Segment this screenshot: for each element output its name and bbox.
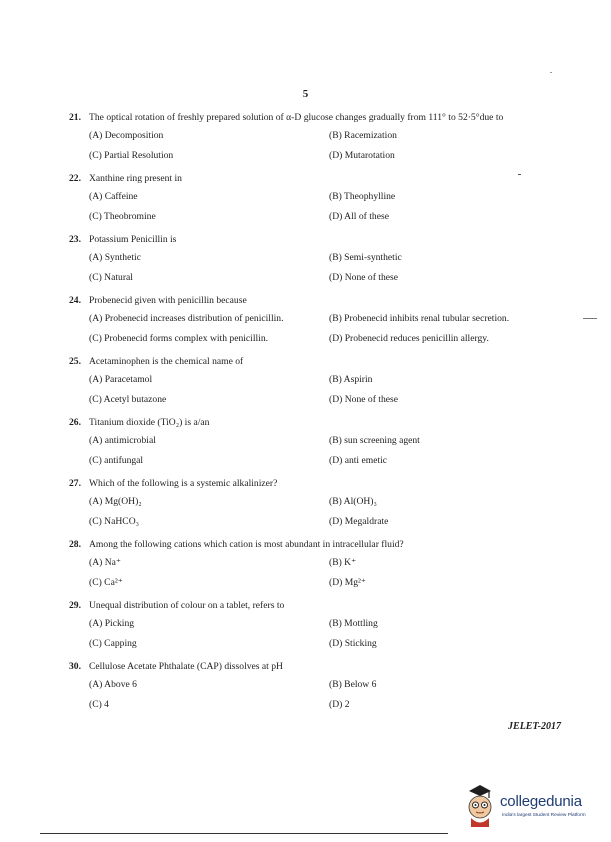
option-c: (C) Acetyl butazone (89, 394, 167, 405)
scan-speck (518, 174, 521, 175)
option-a: (A) Decomposition (89, 130, 164, 141)
question-29 (69, 598, 599, 654)
option-d: (D) Probenecid reduces penicillin allergy. (329, 333, 489, 344)
question-30 (69, 659, 599, 715)
question-24 (69, 293, 599, 349)
question-23 (69, 232, 599, 288)
logo-wordmark: collegedunia (500, 793, 582, 810)
question-28 (69, 537, 599, 593)
option-c: (C) NaHCO₃ (89, 516, 139, 527)
question-text: Among the following cations which cation is most abundant in intracellular fluid? (89, 539, 404, 550)
option-a: (A) Na⁺ (89, 557, 121, 568)
option-b: (B) Racemization (329, 130, 397, 141)
option-b: (B) Mottling (329, 618, 378, 629)
option-b: (B) Probenecid inhibits renal tubular secretion. (329, 313, 510, 324)
option-d: (D) None of these (329, 272, 398, 283)
option-c: (C) 4 (89, 699, 109, 710)
option-a: (A) Paracetamol (89, 374, 153, 385)
question-text: Which of the following is a systemic alkalinizer? (89, 478, 278, 489)
page-number: 5 (302, 88, 309, 100)
mascot-icon (462, 783, 498, 827)
option-b: (B) sun screening agent (329, 435, 420, 446)
option-d: (D) Sticking (329, 638, 377, 649)
option-a: (A) Synthetic (89, 252, 141, 263)
question-number: 26. (69, 417, 81, 428)
option-d: (D) Mutarotation (329, 150, 395, 161)
question-21 (69, 110, 599, 166)
option-a: (A) Above 6 (89, 679, 137, 690)
question-number: 22. (69, 173, 81, 184)
option-d: (D) anti emetic (329, 455, 388, 466)
option-c: (C) antifungal (89, 455, 144, 466)
question-text: Acetaminophen is the chemical name of (89, 356, 244, 367)
question-number: 25. (69, 356, 81, 367)
option-a: (A) Picking (89, 618, 135, 629)
scan-speck (583, 318, 597, 319)
option-b: (B) Theophylline (329, 191, 396, 202)
option-b: (B) Aspirin (329, 374, 373, 385)
option-c: (C) Capping (89, 638, 137, 649)
option-d: (D) Megaldrate (329, 516, 389, 527)
question-number: 28. (69, 539, 81, 550)
question-text: Probenecid given with penicillin because (89, 295, 247, 306)
question-number: 21. (69, 112, 81, 123)
footer-divider (40, 833, 448, 834)
question-text: Xanthine ring present in (89, 173, 182, 184)
option-b: (B) Semi-synthetic (329, 252, 402, 263)
collegedunia-logo (462, 783, 602, 833)
option-c: (C) Ca²⁺ (89, 577, 123, 588)
option-c: (C) Natural (89, 272, 133, 283)
option-b: (B) Al(OH)₃ (329, 496, 377, 507)
question-27 (69, 476, 599, 532)
option-c: (C) Theobromine (89, 211, 156, 222)
option-a: (A) Caffeine (89, 191, 138, 202)
option-d: (D) Mg²⁺ (329, 577, 366, 588)
exam-code: JELET-2017 (508, 721, 561, 732)
option-d: (D) None of these (329, 394, 398, 405)
option-b: (B) K⁺ (329, 557, 357, 568)
option-a: (A) antimicrobial (89, 435, 156, 446)
question-text: Potassium Penicillin is (89, 234, 177, 245)
option-a: (A) Mg(OH)₂ (89, 496, 142, 507)
option-b: (B) Below 6 (329, 679, 377, 690)
question-text: Unequal distribution of colour on a tablet, refers to (89, 600, 285, 611)
question-25 (69, 354, 599, 410)
question-number: 29. (69, 600, 81, 611)
logo-tagline: India's largest Student Review Platform (502, 813, 586, 818)
question-26 (69, 415, 599, 471)
option-c: (C) Partial Resolution (89, 150, 174, 161)
option-a: (A) Probenecid increases distribution of penicillin. (89, 313, 284, 324)
option-c: (C) Probenecid forms complex with penicillin. (89, 333, 269, 344)
question-text: Cellulose Acetate Phthalate (CAP) dissolves at pH (89, 661, 283, 672)
question-number: 23. (69, 234, 81, 245)
scan-speck (550, 72, 552, 73)
question-text: The optical rotation of freshly prepared solution of α-D glucose changes gradually from 111° to 52·5°due to (89, 112, 504, 123)
question-22 (69, 171, 599, 227)
question-number: 24. (69, 295, 81, 306)
question-number: 30. (69, 661, 81, 672)
option-d: (D) 2 (329, 699, 350, 710)
question-text: Titanium dioxide (TiO₂) is a/an (89, 417, 210, 428)
option-d: (D) All of these (329, 211, 389, 222)
question-number: 27. (69, 478, 81, 489)
